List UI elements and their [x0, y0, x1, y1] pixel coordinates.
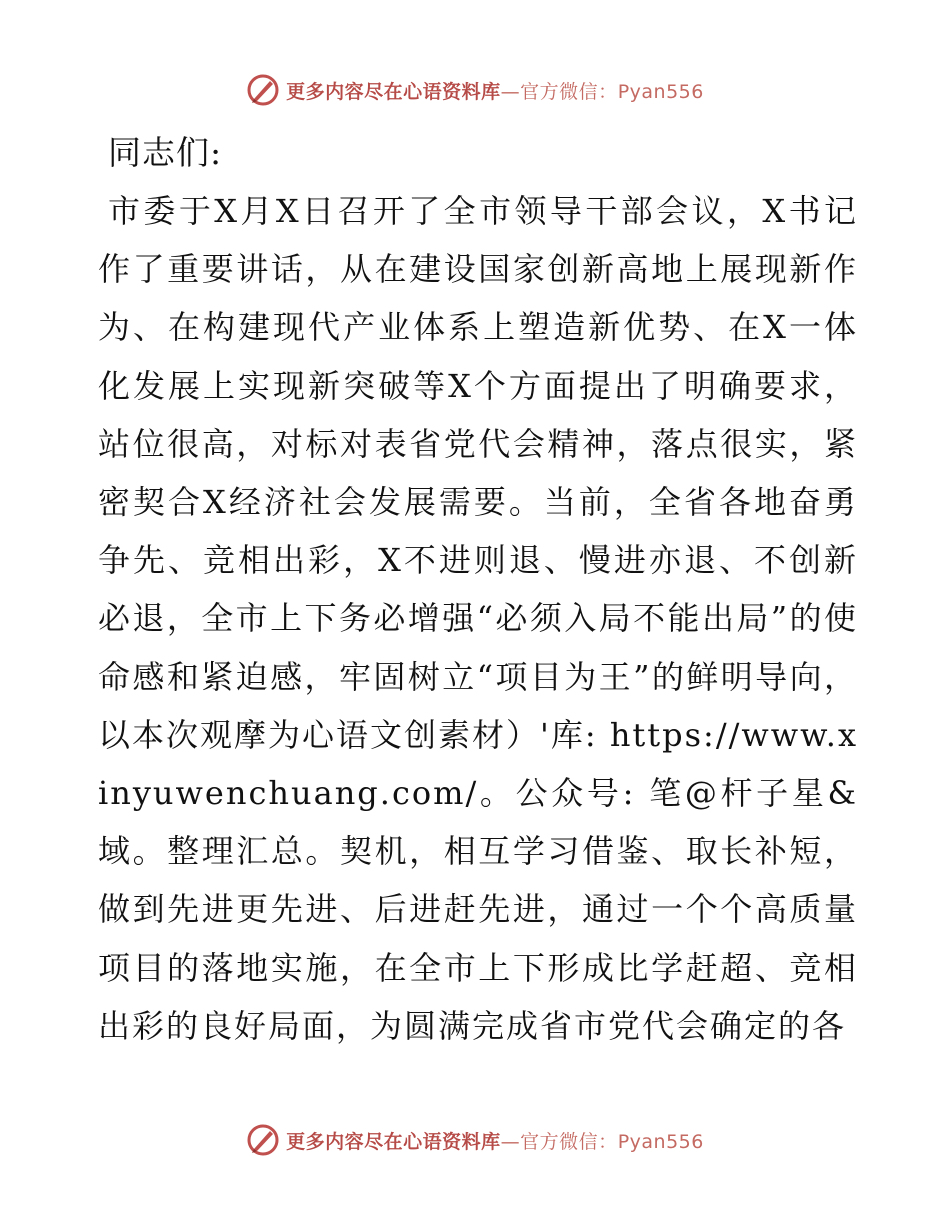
greeting: 同志们:	[108, 133, 223, 172]
footer-banner	[0, 1120, 950, 1160]
quill-logo-icon	[246, 73, 280, 107]
banner-text	[286, 1127, 704, 1154]
banner-text	[286, 77, 704, 104]
quill-logo-icon	[246, 1123, 280, 1157]
document-body	[98, 124, 858, 1055]
banner-separator: —	[500, 1130, 521, 1153]
header-banner	[0, 70, 950, 110]
banner-wechat-id: Pyan556	[617, 1130, 704, 1153]
body-paragraph: 市委于X月X日召开了全市领导干部会议，X书记作了重要讲话，从在建设国家创新高地上展现新作为、在构建现代产业体系上塑造新优势、在X一体化发展上实现新突破等X个方面提出了明确要求，站位很高，对标对表省党代会精神，落点很实，紧密契合X经济社会发展需要。当前，全省各地奋勇争先、竞相出彩，X不进则退、慢进亦退、不创新必退，全市上下务必增强“必须入局不能出局”的使命感和紧迫感，牢固树立“项目为王”的鲜明导向，以本次观摩为心语文创素材）'库: https://www.xinyuwenchuang.com/。公众号: 笔@杆子星&域。整理汇总。契机，相互学习借鉴、取长补短，做到先进更先进、后进赶先进，通过一个个高质量项目的落地实施，在全市上下形成比学赶超、竞相出彩的良好局面，为圆满完成省市党代会确定的各	[98, 192, 858, 1045]
banner-wechat-id: Pyan556	[617, 80, 704, 103]
banner-brand-text: 更多内容尽在心语资料库	[286, 1130, 501, 1153]
banner-brand-text: 更多内容尽在心语资料库	[286, 80, 501, 103]
banner-wechat-label: 官方微信：	[520, 1130, 618, 1153]
banner-wechat-label: 官方微信：	[520, 80, 618, 103]
banner-separator: —	[500, 80, 521, 103]
